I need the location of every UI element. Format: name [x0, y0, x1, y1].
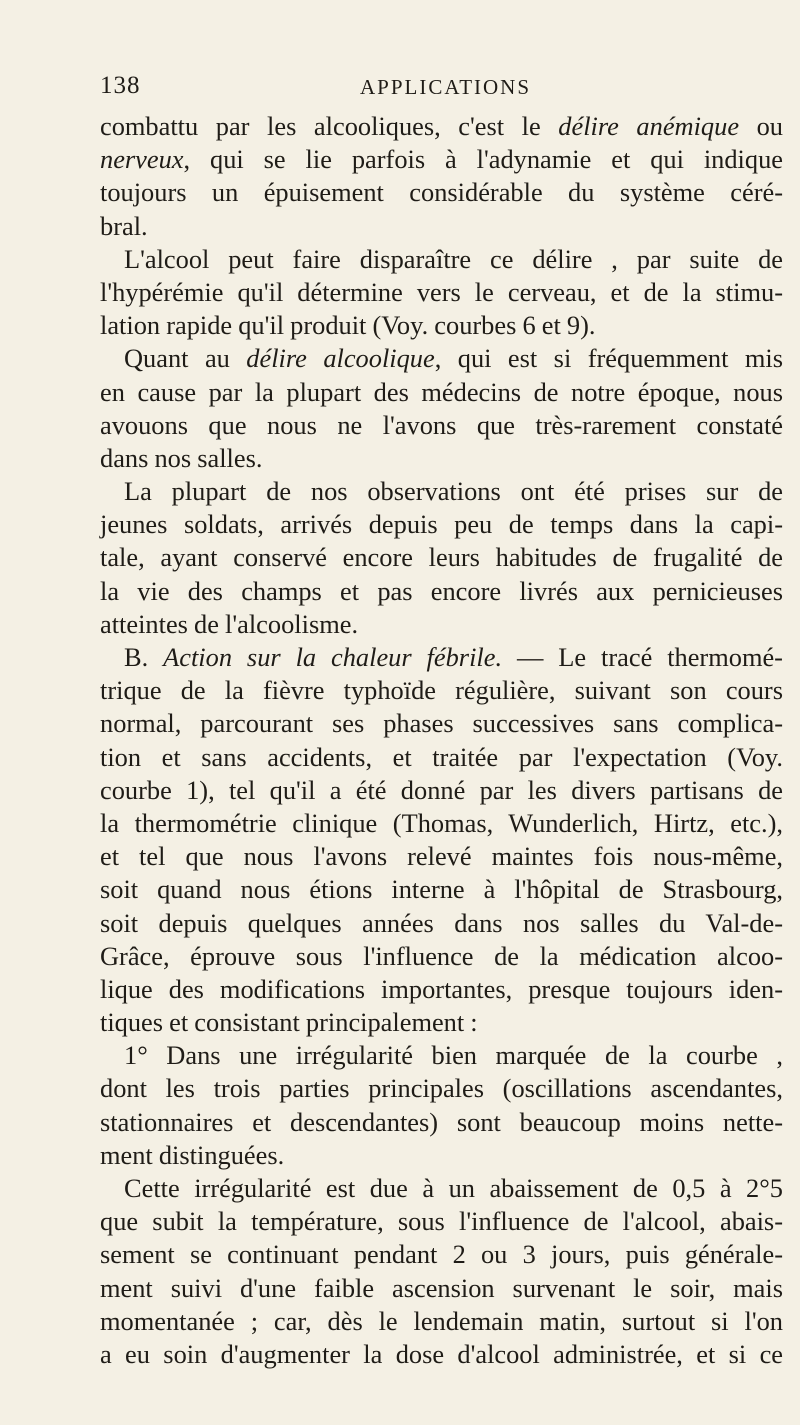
text-line: sement se continuant pendant 2 ou 3 jours, puis générale-: [100, 1239, 783, 1270]
text-line: ment suivi d'une faible ascension survenant le soir, mais: [100, 1272, 783, 1303]
italic-term: délire anémique: [558, 111, 740, 141]
text-line: Quant au délire alcoolique, qui est si fréquemment mis: [124, 343, 783, 374]
text-line: stationnaires et descendantes) sont beaucoup moins nette-: [100, 1106, 783, 1137]
page-number: 138: [100, 72, 141, 99]
section-heading-line: B. Action sur la chaleur fébrile. — Le tracé thermomé-: [124, 642, 783, 672]
text-line: courbe 1), tel qu'il a été donné par les divers partisans de: [100, 774, 783, 805]
text-line: momentanée ; car, dès le lendemain matin, surtout si l'on: [100, 1305, 783, 1336]
text-line: Grâce, éprouve sous l'influence de la médication alcoo-: [100, 940, 783, 971]
body-text: [100, 110, 783, 1371]
text-line: jeunes soldats, arrivés depuis peu de temps dans la capi-: [100, 509, 783, 540]
text-line: normal, parcourant ses phases successives sans complica-: [100, 708, 783, 739]
italic-term: délire alcoolique: [246, 343, 435, 374]
text-line: dans nos salles.: [100, 442, 263, 473]
text-line: nerveux, qui se lie parfois à l'adynamie et qui indique: [100, 144, 783, 175]
text-line: en cause par la plupart des médecins de notre époque, nous: [100, 376, 783, 407]
text-line: trique de la fièvre typhoïde régulière, suivant son cours: [100, 675, 783, 706]
text-line: toujours un épuisement considérable du système céré-: [100, 177, 783, 208]
text-line: la thermométrie clinique (Thomas, Wunderlich, Hirtz, etc.),: [100, 807, 783, 838]
italic-term: nerveux: [100, 144, 184, 175]
running-header: [100, 72, 780, 106]
text-line: lation rapide qu'il produit (Voy. courbes 6 et 9).: [100, 310, 596, 341]
text-line: avouons que nous ne l'avons que très-rarement constaté: [100, 409, 783, 440]
text-line: la vie des champs et pas encore livrés aux pernicieuses: [100, 575, 783, 606]
text-line: que subit la température, sous l'influence de l'alcool, abais-: [100, 1206, 783, 1237]
text-line: ment distinguées.: [100, 1139, 285, 1170]
text-line: tion et sans accidents, et traitée par l'expectation (Voy.: [100, 741, 783, 772]
text-line: L'alcool peut faire disparaître ce délire , par suite de: [124, 243, 783, 274]
text-line: lique des modifications importantes, presque toujours iden-: [100, 973, 783, 1004]
text-line: et tel que nous l'avons relevé maintes fois nous-même,: [100, 841, 783, 872]
text-line: combattu par les alcooliques, c'est le délire anémique ou: [100, 111, 783, 141]
text-line: atteintes de l'alcoolisme.: [100, 608, 359, 639]
text-line: Cette irrégularité est due à un abaissement de 0,5 à 2°5: [124, 1173, 783, 1203]
text-line: soit quand nous étions interne à l'hôpital de Strasbourg,: [100, 874, 783, 905]
section-title: Action sur la chaleur fébrile.: [163, 642, 503, 672]
text-line: bral.: [100, 210, 148, 241]
text-line: La plupart de nos observations ont été prises sur de: [124, 476, 783, 507]
text-line: dont les trois parties principales (oscillations ascendantes,: [100, 1073, 783, 1104]
text-line: l'hypérémie qu'il détermine vers le cerveau, et de la stimu-: [100, 276, 783, 307]
text-line: tiques et consistant principalement :: [100, 1007, 478, 1038]
text-line: a eu soin d'augmenter la dose d'alcool administrée, et si ce: [100, 1338, 783, 1369]
text-line: tale, ayant conservé encore leurs habitudes de frugalité de: [100, 542, 783, 573]
text-line: soit depuis quelques années dans nos salles du Val-de-: [100, 907, 783, 938]
text-line: 1° Dans une irrégularité bien marquée de la courbe ,: [124, 1040, 783, 1071]
running-title: APPLICATIONS: [360, 75, 532, 99]
